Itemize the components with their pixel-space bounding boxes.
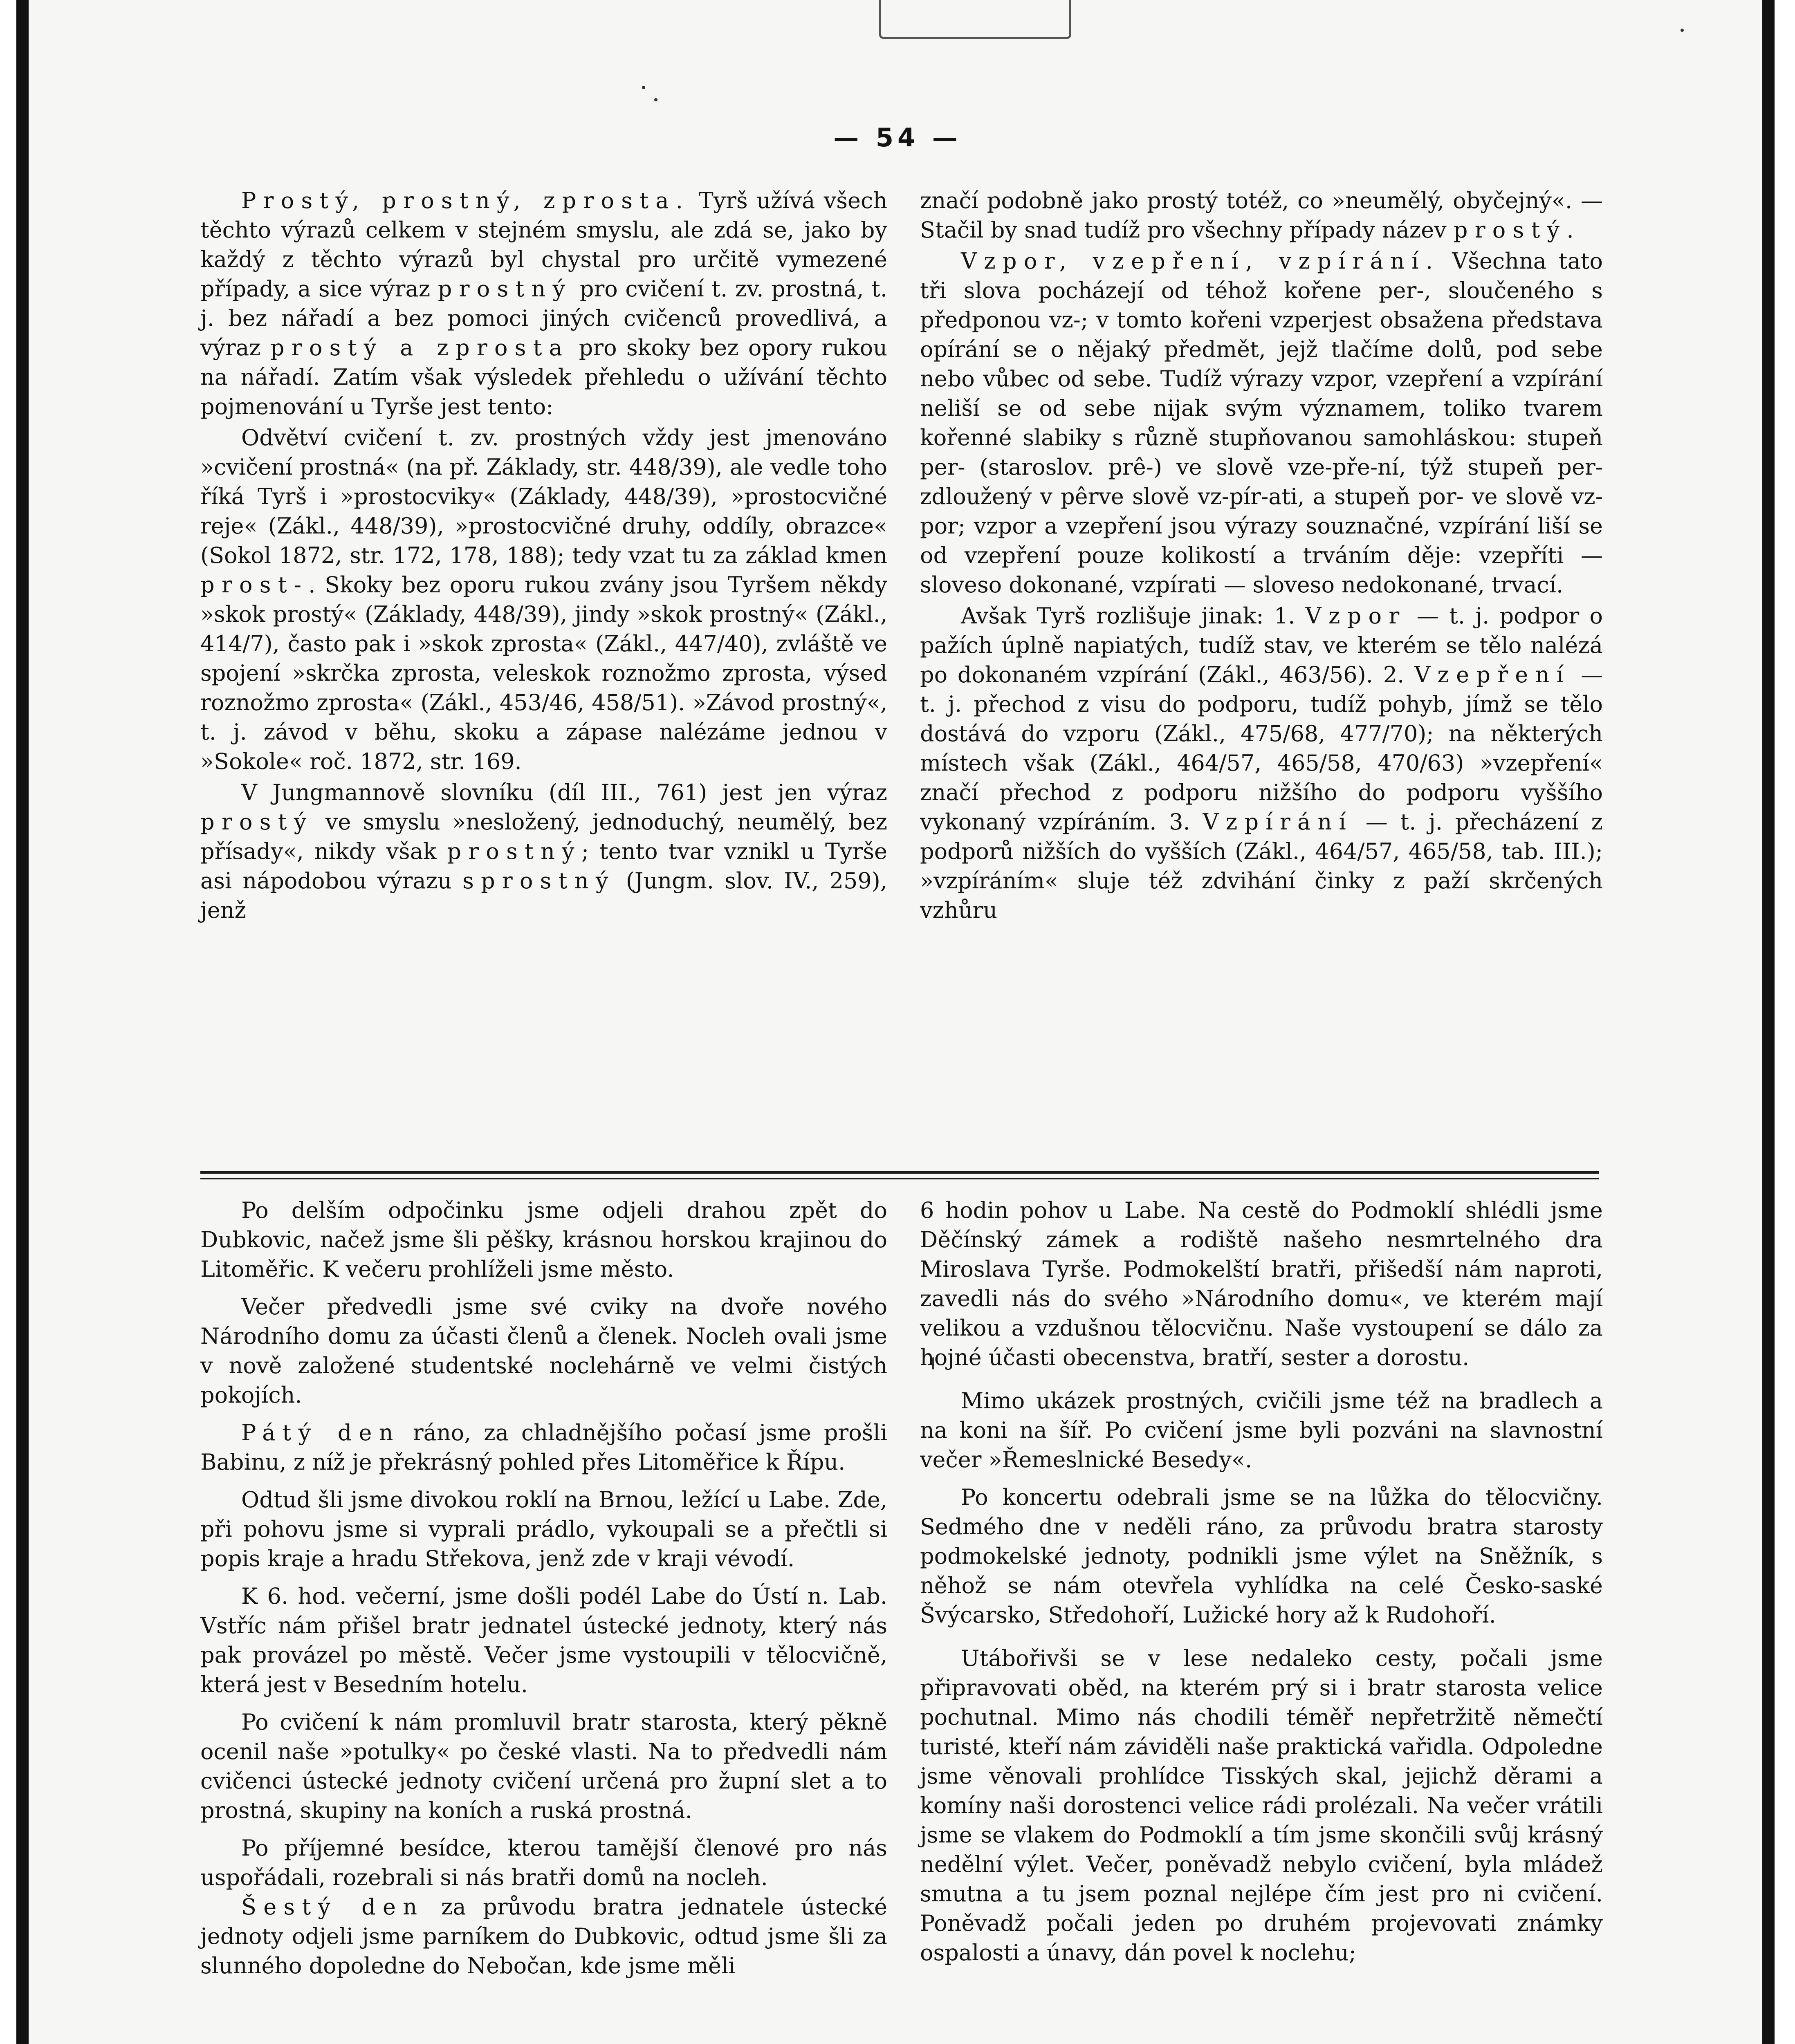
- paragraph: [920, 247, 1603, 600]
- spaced-term: Vzpírání: [1203, 809, 1353, 835]
- paragraph: Po koncertu odebrali jsme se na lůžka do tělocvičny. Sedmého dne v neděli ráno, za průvodu bratra starosty podmokelské jednoty, podnikli jsme výlet na Sněžník, s něhož se nám otevřela vyhlídka na celé Česko-saské Švýcarsko, Středohoří, Lužické hory až k Rudohoří.: [920, 1484, 1603, 1628]
- paragraph: Večer předvedli jsme své cviky na dvoře nového Národního domu za účasti členů a členek. Nocleh ovali jsme v nově založené studentské noclehárně ve velmi čistých pokojích.: [200, 1294, 887, 1408]
- paragraph: Mimo ukázek prostných, cvičili jsme též na bradlech a na koni na šíř. Po cvičení jsme byli pozváni na slavnostní večer »Řemeslnické Besedy«.: [920, 1388, 1603, 1472]
- paragraph: Odtud šli jsme divokou roklí na Brnou, ležící u Labe. Zde, při pohovu jsme si vyprali prádlo, vykoupali se a přečtli si popis kraje a hradu Střekova, jenž zde v kraji vévodí.: [200, 1487, 887, 1571]
- spaced-term: Vzpor: [1305, 603, 1407, 629]
- text: (Jungm. slov. IV., 259), jenž: [200, 868, 887, 923]
- spaced-term: prost-: [200, 572, 309, 598]
- text: . Skoky bez oporu rukou zvány jsou Tyršem někdy »skok prostý« (Základy, 448/39), jindy »skok prostný« (Zákl., 414/7), často pak i »skok zprosta« (Zákl., 447/40), zvláště ve spojení »skrčka zprosta, veleskok roznožmo zprosta, výsed roznožmo zprosta« (Zákl., 453/46, 458/51). »Závod prostný«, t. j. závod v běhu, skoku a zápase nalézáme jednou v »Sokole« roč. 1872, str. 169.: [200, 572, 887, 774]
- text: pro skoky bez opory rukou na nářadí. Zatím však výsledek přehledu o užívání těchto pojmenování u Tyrše jest tento:: [200, 335, 888, 419]
- paragraph: Po cvičení k nám promluvil bratr starosta, který pěkně ocenil naše »potulky« po české vlasti. Na to předvedli nám cvičenci ústecké jednoty cvičení určená pro župní slet a to prostná, skupiny na koních a ruská prostná.: [200, 1709, 887, 1823]
- page-number: — 54 —: [833, 123, 962, 152]
- page-tab-mark: [879, 0, 1071, 39]
- paragraph: Po delším odpočinku jsme odjeli drahou zpět do Dubkovic, načež jsme šli pěšky, krásnou horskou krajinou do Litoměřic. K večeru prohlíželi jsme město.: [200, 1197, 887, 1282]
- text: Tyrš užívá všech těchto výrazů celkem v stejném smyslu, ale zdá se, jako by každý z těchto výrazů byl chystal pro určitě vymezené případy, a sice výraz: [200, 188, 887, 302]
- paragraph: K 6. hod. večerní, jsme došli podél Labe do Ústí n. Lab. Vstříc nám přišel bratr jednatel ústecké jednoty, který nás pak provázel po městě. Večer jsme vystoupili v tělocvičně, která jest v Besedním hotelu.: [200, 1583, 887, 1697]
- paragraph: [920, 601, 1603, 925]
- text: — t. j. přechod z visu do podporu, tudíž pohyb, jímž se tělo dostává do vzporu (Zákl., 475/68, 477/70); na některých místech však (Zákl., 464/57, 465/58, 470/63) »vzepření« značí přechod z podporu nižšího do podporu vyššího vykonaný vzpíráním. 3.: [920, 662, 1603, 835]
- text: Všechna tato tři slova pocházejí od téhož kořene per-, sloučeného s předponou vz-; v tomto kořeni vzperjest obsažena představa opírání se o nějaký předmět, jejž tlačíme dolů, pod sebe nebo vůbec od sebe. Tudíž výrazy vzpor, vzepření a vzpírání neliší se od sebe nijak svým významem, toliko tvarem kořenné slabiky s různě stupňovanou samohláskou: stupeň per- (staroslov. prê-) ve slově vze-pře-ní, týž stupeň per- zdloužený v pêrve slově vz-pír-ati, a stupeň por- ve slově vz-por; vzpor a vzepření jsou výrazy souznačné, vzpírání liší se od vzepření pouze kolikostí a trváním děje: vzepříti — sloveso dokonané, vzpírati — sloveso nedokonané, trvací.: [920, 248, 1603, 598]
- spaced-term: prostný: [447, 838, 581, 864]
- text: Avšak Tyrš rozlišuje jinak: 1.: [961, 603, 1306, 629]
- spaced-term: prostý: [200, 809, 314, 835]
- paragraph: [200, 423, 887, 776]
- text: ; tento tvar vznikl u Tyrše asi nápodobou výrazu: [200, 838, 887, 894]
- text: — t. j. podpor o pažích úplně napiatých, tudíž stav, ve kterém se tělo nalézá po dokonaném vzpírání (Zákl., 463/56). 2.: [920, 603, 1603, 688]
- paragraph: [920, 186, 1603, 245]
- paragraph: [200, 778, 887, 925]
- spaced-heading: Prostý, prostný, zprosta.: [241, 188, 690, 213]
- article-column-left: [200, 186, 887, 925]
- text: pro cvičení t. zv. prostná, t. j. bez nářadí a bez pomoci jiných cvičenců provedlivá, a výraz: [200, 276, 887, 361]
- paragraph: 6 hodin pohov u Labe. Na cestě do Podmoklí shlédli jsme Děčínský zámek a rodiště našeho nesmrtelného dra Miroslava Tyrše. Podmokelští bratři, přišedší nám naproti, zavedli nás do svého »Národního domu«, ve kterém mají velikou a vzdušnou tělocvičnu. Naše vystoupení se dálo za hojné účasti obecenstva, bratří, sester a dorostu.: [920, 1197, 1603, 1370]
- text: .: [1566, 217, 1574, 243]
- spaced-term: Vzepření: [1414, 662, 1571, 688]
- section-divider: [200, 1171, 1599, 1179]
- spaced-heading: Pátý den: [241, 1420, 400, 1446]
- article-column-right: [920, 186, 1603, 925]
- spaced-heading: Vzpor, vzepření, vzpírání.: [961, 248, 1440, 274]
- spaced-term: prostý a zprosta: [270, 335, 570, 361]
- paragraph: [200, 1892, 887, 1981]
- text: značí podobně jako prostý totéž, co »neumělý, obyčejný«. — Stačil by snad tudíž pro všechny případy název: [920, 188, 1603, 243]
- text: V Jungmannově slovníku (díl III., 761) jest jen výraz: [241, 780, 887, 805]
- paragraph: Po příjemné besídce, kterou tamější členové pro nás uspořádali, rozebrali si nás bratři domů na nocleh.: [200, 1835, 887, 1890]
- report-column-left: [200, 1196, 887, 1981]
- spaced-term: prostý: [1453, 217, 1567, 243]
- paragraph: [200, 186, 887, 421]
- speck: [642, 86, 645, 89]
- speck: [654, 98, 657, 101]
- report-column-right: [920, 1196, 1603, 1968]
- text: za průvodu bratra jednatele ústecké jednoty odjeli jsme parníkem do Dubkovic, odtud jsme šli za slunného dopoledne do Nebočan, kde jsme měli: [200, 1894, 887, 1979]
- spaced-term: prostný: [438, 276, 572, 302]
- spaced-heading: Šestý den: [241, 1894, 424, 1920]
- spaced-term: sprostný: [462, 868, 615, 894]
- paragraph: [200, 1418, 887, 1477]
- paragraph: Utábořivši se v lese nedaleko cesty, počali jsme připravovati oběd, na kterém prý si i bratr starosta velice pochutnal. Mimo nás chodili téměř nepřetržitě němečtí turisté, kteří nám záviděli naše praktická vařidla. Odpoledne jsme věnovali prohlídce Tisských skal, jejichž děrami a komíny naši dorostenci velice rádi prolézali. Na večer vrátili jsme se vlakem do Podmoklí a tím jsme skončili svůj krásný nedělní výlet. Večer, poněvadž nebylo cvičení, byla mládež smutna a tu jsem poznal nejlépe čím jest pro ni cvičení. Poněvadž počali jeden po druhém projevovati známky ospalosti a únavy, dán povel k noclehu;: [920, 1645, 1603, 1966]
- text: ve smyslu »nesložený, jednoduchý, neumělý, bez přísady«, nikdy však: [200, 809, 887, 864]
- text: ráno, za chladnějšího počasí jsme prošli Babinu, z níž je překrásný pohled přes Litoměřice k Řípu.: [200, 1420, 887, 1475]
- text: — t. j. přecházení z podporů nižších do vyšších (Zákl., 464/57, 465/58, tab. III.); »vzpíráním« sluje též zdvihání činky z paží skrčených vzhůru: [920, 809, 1603, 923]
- text: Odvětví cvičení t. zv. prostných vždy jest jmenováno »cvičení prostná« (na př. Základy, str. 448/39), ale vedle toho říká Tyrš i »prostocviky« (Základy, 448/39), »prostocvičné reje« (Zákl., 448/39), »prostocvičné druhy, oddíly, obrazce« (Sokol 1872, str. 172, 178, 188); tedy vzat tu za základ kmen: [200, 425, 887, 568]
- speck: [1681, 29, 1684, 32]
